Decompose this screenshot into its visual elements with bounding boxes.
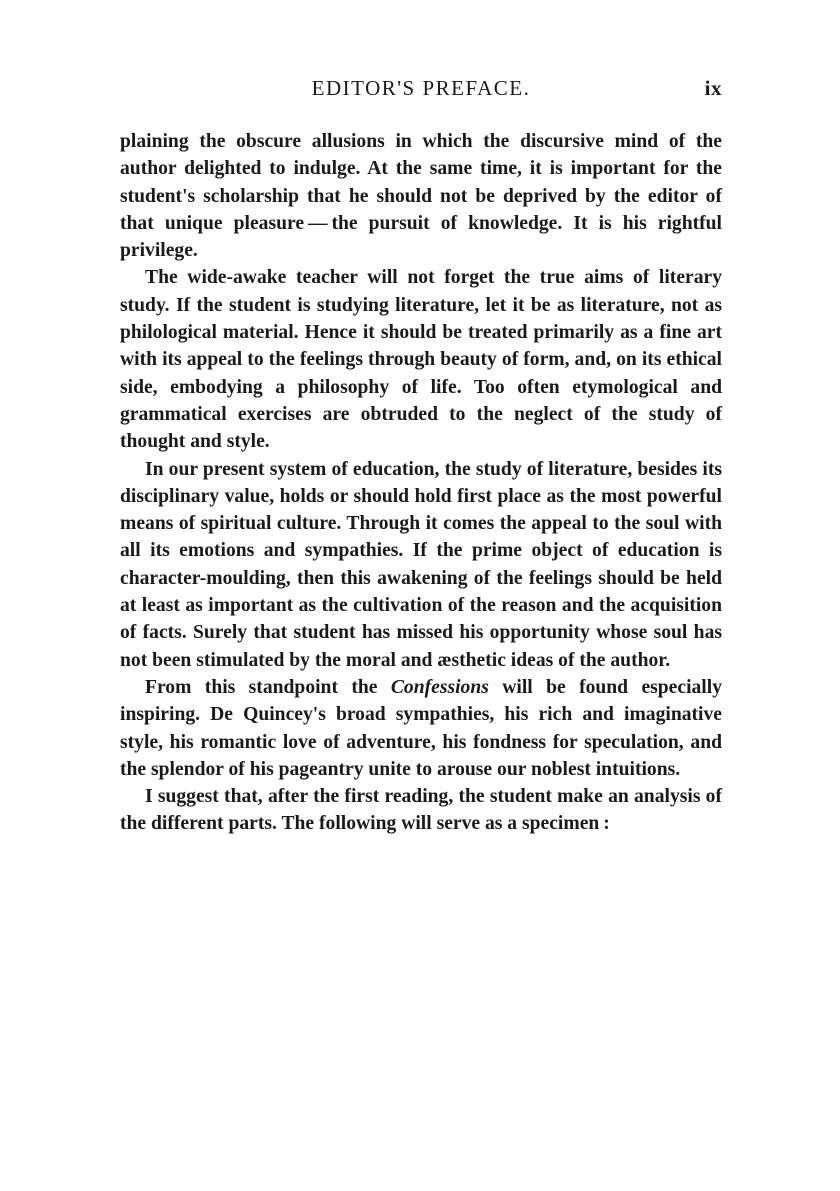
paragraph-confessions (120, 674, 722, 783)
book-title: Confessions (390, 676, 489, 698)
running-title: EDITOR'S PREFACE. (311, 76, 531, 100)
paragraph-analysis: I suggest that, after the first reading, the student make an analysis of the different parts. The following will serve as a specimen : (120, 786, 722, 835)
page-number: ix (704, 76, 722, 100)
running-head (120, 76, 722, 106)
paragraph-literary-study: The wide-awake teacher will not forget the true aims of literary study. If the student is studying literature, let it be as literature, not as philological material. Hence it should be treated primarily as a fine art with its appeal to the feelings through beauty of form, and, on its ethical side, embodying a philosophy of life. Too often etymological and grammatical exercises are obtruded to the neglect of the study of thought and style. (120, 267, 722, 453)
paragraph-education: In our present system of education, the study of literature, besides its disciplinary value, holds or should hold first place as the most powerful means of spiritual culture. Through it comes the appeal to the soul with all its emotions and sympathies. If the prime object of education is character-moulding, then this awakening of the feelings should be held at least as important as the cultivation of the reason and the acquisition of facts. Surely that student has missed his opportunity whose soul has not been stimulated by the moral and æsthetic ideas of the author. (120, 458, 722, 671)
paragraph-continued: plaining the obscure allusions in which the discursive mind of the author delighted to indulge. At the same time, it is important for the student's scholarship that he should not be deprived by the editor of that unique pleasure — the pursuit of knowledge. It is his rightful privilege. (120, 131, 722, 262)
paragraph-text-before: From this standpoint the (145, 676, 391, 698)
paragraph-text-after: will be found especially inspiring. De Quincey's broad sympathies, his rich and imaginative style, his romantic love of adventure, his fondness for speculation, and the splendor of his pageantry unite to arouse our noblest intuitions. (120, 676, 722, 780)
body-text (120, 128, 722, 838)
